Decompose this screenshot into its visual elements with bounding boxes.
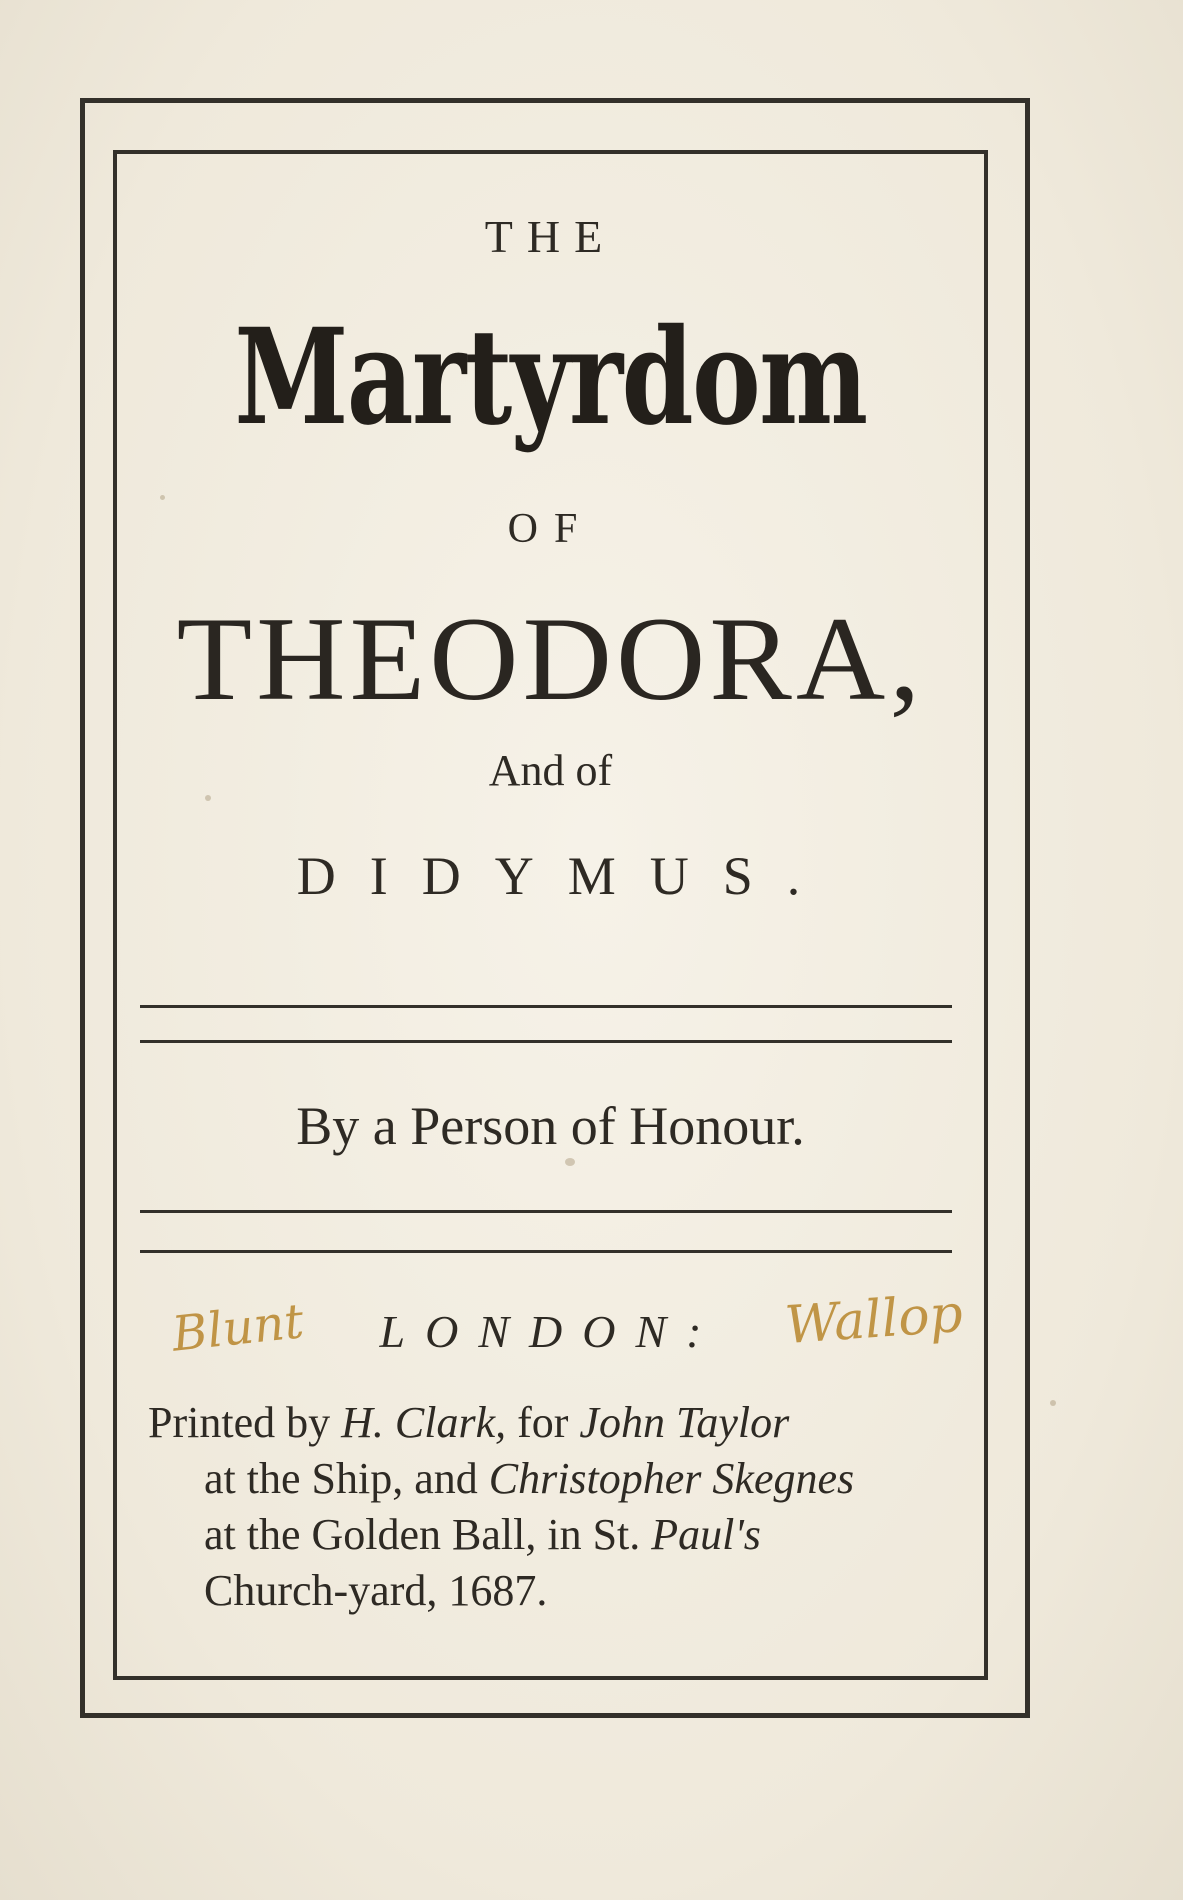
- imprint-pauls: Paul's: [651, 1510, 761, 1559]
- title-theodora: THEODORA,: [176, 592, 925, 725]
- double-rule-top-1: [140, 1005, 952, 1008]
- imprint-for: for: [517, 1398, 569, 1447]
- imprint-at-the-ship: at the Ship, and: [204, 1454, 478, 1503]
- handwritten-signature-left: Blunt: [169, 1293, 307, 1363]
- paper-speck: [205, 795, 211, 801]
- title-of: OF: [507, 506, 594, 552]
- imprint-printer: H. Clark,: [341, 1398, 507, 1447]
- double-rule-bottom-2: [140, 1250, 952, 1253]
- imprint-line-4: Church-yard, 1687.: [204, 1566, 548, 1615]
- imprint-golden-ball: at the Golden Ball, in St.: [204, 1510, 641, 1559]
- double-rule-bottom-1: [140, 1210, 952, 1213]
- imprint-place: LONDON:: [379, 1306, 722, 1357]
- title-the: THE: [484, 211, 617, 262]
- imprint-publisher-1: John Taylor: [579, 1398, 790, 1447]
- imprint-publisher-2: Christopher Skegnes: [488, 1454, 855, 1503]
- paper-speck: [565, 1158, 575, 1166]
- title-and-of: And of: [488, 746, 613, 795]
- imprint-line-1: [148, 1395, 854, 1451]
- author-byline: By a Person of Honour.: [296, 1096, 805, 1156]
- imprint-line-3: [148, 1507, 854, 1563]
- double-rule-top-2: [140, 1040, 952, 1043]
- imprint-line-2: [148, 1451, 854, 1507]
- paper-speck: [1050, 1400, 1056, 1406]
- handwritten-signature-right: Wallop: [783, 1283, 965, 1357]
- imprint-block: [148, 1395, 854, 1619]
- paper-speck: [160, 495, 165, 500]
- title-didymus: DIDYMUS.: [296, 846, 835, 906]
- imprint-printed-by: Printed by: [148, 1398, 331, 1447]
- title-martyrdom-blackletter: Martyrdom: [234, 300, 867, 455]
